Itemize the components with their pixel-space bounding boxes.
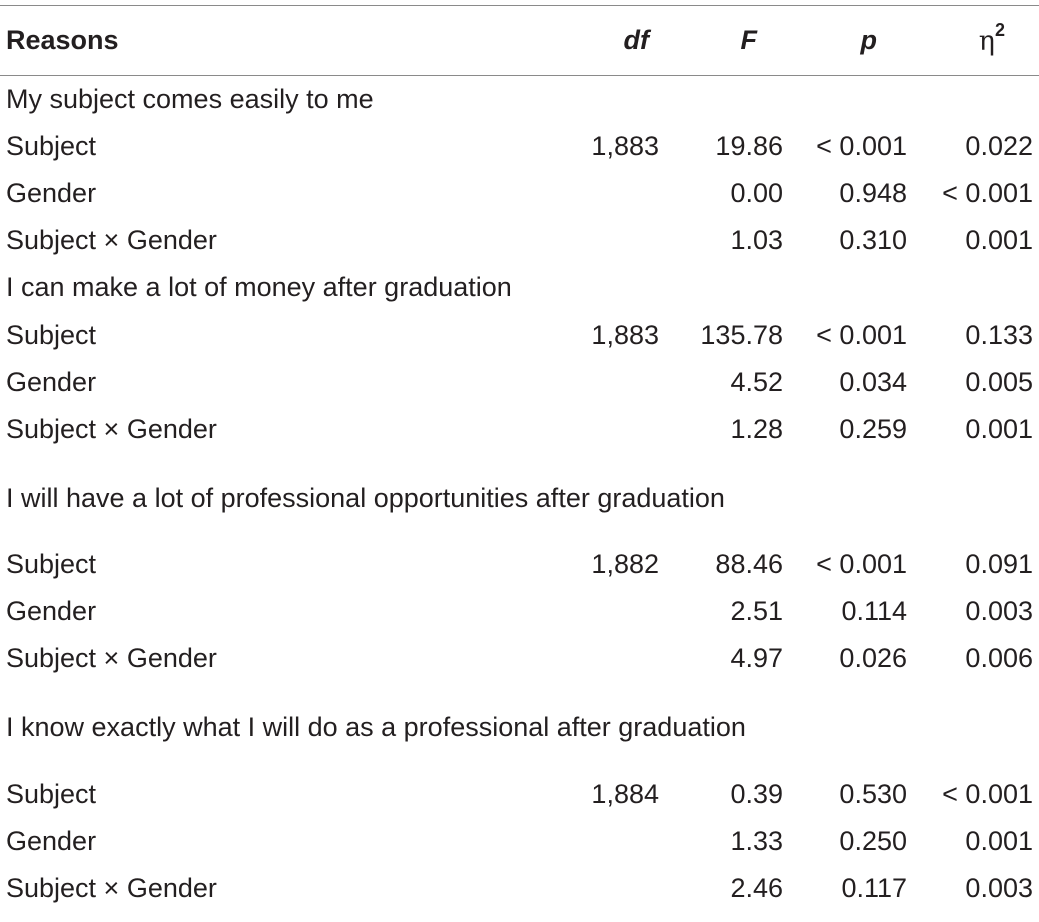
p-cell: 0.530 (839, 778, 907, 809)
table-row (0, 405, 1039, 452)
table-row (0, 541, 1039, 588)
f-cell: 2.46 (730, 873, 783, 904)
header-p: p (860, 25, 877, 55)
df-cell (560, 817, 667, 864)
p-cell: 0.250 (839, 825, 907, 856)
table-row (0, 635, 1039, 682)
df-cell: 1,883 (591, 319, 659, 350)
table-row (0, 358, 1039, 405)
header-eta-squared (915, 6, 1039, 75)
group-label: I know exactly what I will do as a professional after graduation (6, 712, 746, 743)
p-cell: 0.310 (839, 225, 907, 256)
p-cell: < 0.001 (816, 319, 907, 350)
eta-cell: < 0.001 (942, 778, 1033, 809)
effect-cell: Gender (6, 177, 97, 208)
f-cell: 4.52 (730, 366, 783, 397)
eta-cell: 0.001 (965, 413, 1033, 444)
group-label: My subject comes easily to me (6, 83, 374, 114)
header-f: F (740, 25, 757, 55)
eta-cell: 0.133 (965, 319, 1033, 350)
p-cell: 0.026 (839, 643, 907, 674)
table-row (0, 588, 1039, 635)
table-row (0, 311, 1039, 358)
effect-cell: Subject (6, 130, 97, 161)
f-cell: 1.33 (730, 825, 783, 856)
p-cell: 0.117 (841, 873, 907, 904)
f-cell: 0.00 (730, 177, 783, 208)
table-row (0, 770, 1039, 817)
table-row (0, 817, 1039, 864)
header-eta-superscript: 2 (994, 20, 1005, 40)
df-cell: 1,882 (591, 549, 659, 580)
table-row (0, 217, 1039, 264)
effect-cell: Subject × Gender (6, 873, 217, 904)
f-cell: 1.28 (730, 413, 783, 444)
f-cell: 1.03 (730, 225, 783, 256)
df-cell (560, 635, 667, 682)
header-reasons: Reasons (6, 25, 119, 55)
group-heading-row (0, 453, 1039, 541)
df-cell (560, 217, 667, 264)
p-cell: < 0.001 (816, 549, 907, 580)
effect-cell: Subject × Gender (6, 225, 217, 256)
df-cell (560, 405, 667, 452)
table-row (0, 169, 1039, 216)
f-cell: 2.51 (730, 596, 783, 627)
eta-cell: 0.005 (965, 366, 1033, 397)
group-label: I will have a lot of professional opportunities after graduation (6, 482, 725, 513)
eta-cell: 0.001 (965, 825, 1033, 856)
eta-cell: 0.003 (965, 873, 1033, 904)
f-cell: 19.86 (715, 130, 783, 161)
eta-cell: < 0.001 (942, 177, 1033, 208)
eta-cell: 0.001 (965, 225, 1033, 256)
f-cell: 4.97 (730, 643, 783, 674)
df-cell (560, 169, 667, 216)
anova-table (0, 6, 1039, 912)
df-cell: 1,883 (591, 130, 659, 161)
p-cell: 0.259 (839, 413, 907, 444)
table-header-row (0, 6, 1039, 75)
effect-cell: Gender (6, 825, 97, 856)
effect-cell: Subject × Gender (6, 413, 217, 444)
header-df: df (623, 25, 649, 55)
table-row (0, 864, 1039, 911)
table-row (0, 122, 1039, 169)
f-cell: 88.46 (715, 549, 783, 580)
eta-cell: 0.022 (965, 130, 1033, 161)
header-eta-symbol: η (978, 26, 995, 57)
eta-cell: 0.091 (965, 549, 1033, 580)
p-cell: < 0.001 (816, 130, 907, 161)
effect-cell: Gender (6, 596, 97, 627)
df-cell (560, 864, 667, 911)
p-cell: 0.034 (839, 366, 907, 397)
group-heading-row (0, 682, 1039, 770)
p-cell: 0.948 (839, 177, 907, 208)
df-cell (560, 358, 667, 405)
effect-cell: Subject (6, 778, 97, 809)
effect-cell: Subject × Gender (6, 643, 217, 674)
effect-cell: Gender (6, 366, 97, 397)
eta-cell: 0.003 (965, 596, 1033, 627)
eta-cell: 0.006 (965, 643, 1033, 674)
f-cell: 0.39 (730, 778, 783, 809)
effect-cell: Subject (6, 319, 97, 350)
group-heading-row (0, 75, 1039, 122)
effect-cell: Subject (6, 549, 97, 580)
group-label: I can make a lot of money after graduation (6, 272, 512, 303)
p-cell: 0.114 (841, 596, 907, 627)
group-heading-row (0, 264, 1039, 311)
f-cell: 135.78 (700, 319, 783, 350)
df-cell (560, 588, 667, 635)
df-cell: 1,884 (591, 778, 659, 809)
